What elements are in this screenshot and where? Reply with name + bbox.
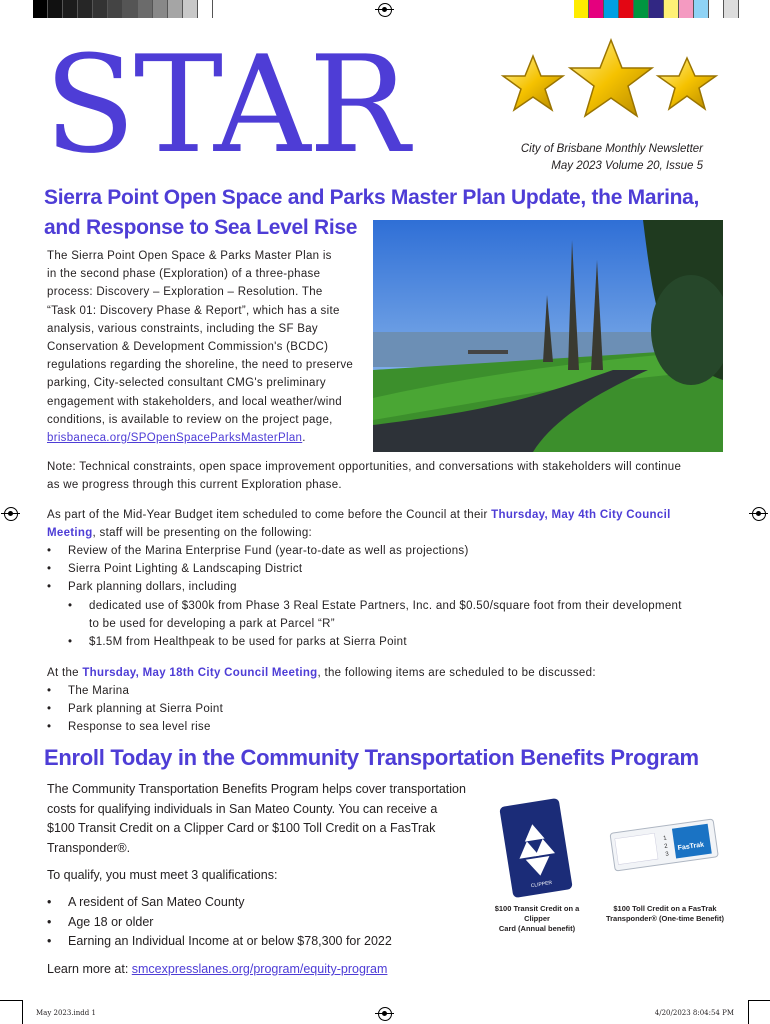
registration-mark-bottom bbox=[378, 1007, 392, 1021]
qualify-heading: To qualify, you must meet 3 qualifications: bbox=[47, 868, 278, 882]
budget-items-list bbox=[47, 542, 737, 597]
list-item: • Response to sea level rise bbox=[47, 718, 737, 736]
stars-logo bbox=[497, 38, 725, 134]
article-title-transportation: Enroll Today in the Community Transportation Benefits Program bbox=[44, 745, 699, 770]
crop-mark bbox=[0, 1000, 22, 1001]
qualifications-list bbox=[47, 893, 487, 952]
may18-items-list bbox=[47, 682, 737, 737]
list-item: • dedicated use of $300k from Phase 3 Real Estate Partners, Inc. and $0.50/square foot from their development to be used for developing a park at Parcel “R” bbox=[47, 597, 737, 633]
sierra-point-photo bbox=[373, 220, 723, 452]
star-left-icon bbox=[503, 56, 563, 110]
registration-mark-left bbox=[4, 507, 18, 521]
article-title-sierra-point: Sierra Point Open Space and Parks Master Plan Update, the Marina, and Response to Sea Level Rise bbox=[44, 186, 700, 239]
master-plan-link[interactable]: brisbaneca.org/SPOpenSpaceParksMasterPlan bbox=[47, 432, 303, 445]
process-color-bar bbox=[574, 0, 739, 18]
list-item: • Earning an Individual Income at or below $78,300 for 2022 bbox=[47, 932, 487, 952]
may4-meeting-highlight: Thursday, May 4th City Council bbox=[491, 509, 671, 521]
star-right-icon bbox=[658, 58, 716, 109]
article2-intro: The Community Transportation Benefits Program helps cover transportation costs for qualifying individuals in San Mateo County. You can receive a $100 Transit Credit on a Clipper Card or $100 Toll Credit on a FasTrak Transponder®. bbox=[47, 782, 466, 855]
article1-note: Note: Technical constraints, open space improvement opportunities, and conversations with stakeholders will continue as we progress through this current Exploration phase. bbox=[47, 461, 682, 492]
list-item: • Park planning at Sierra Point bbox=[47, 700, 737, 718]
registration-mark-right bbox=[752, 507, 766, 521]
fastrak-transponder-image bbox=[608, 814, 720, 874]
clipper-card-label: CLIPPER bbox=[530, 879, 553, 890]
list-item: • Review of the Marina Enterprise Fund (year-to-date as well as projections) bbox=[47, 542, 737, 560]
article1-budget-paragraph: As part of the Mid-Year Budget item scheduled to come before the Council at their Thursday, May 4th City Council Meeting, staff will be presenting on the following: bbox=[47, 509, 671, 540]
fastrak-caption: $100 Toll Credit on a FasTrak Transponder® (One-time Benefit) bbox=[605, 904, 725, 923]
list-item: • Age 18 or older bbox=[47, 913, 487, 933]
newsletter-subtitle: City of Brisbane Monthly Newsletter bbox=[520, 143, 703, 155]
learn-more-line: Learn more at: smcexpresslanes.org/program/equity-program bbox=[47, 962, 388, 976]
gray-color-bar bbox=[33, 0, 213, 18]
list-item: • $1.5M from Healthpeak to be used for parks at Sierra Point bbox=[47, 633, 737, 651]
clipper-card-image bbox=[498, 796, 574, 900]
svg-text:1: 1 bbox=[662, 835, 668, 843]
registration-mark-top bbox=[378, 3, 392, 17]
footer-timestamp: 4/20/2023 8:04:54 PM bbox=[654, 1009, 734, 1017]
crop-mark bbox=[22, 1000, 23, 1024]
svg-text:3: 3 bbox=[665, 851, 670, 858]
newsletter-masthead: STAR bbox=[44, 27, 408, 183]
crop-mark bbox=[748, 1000, 749, 1024]
star-center-icon bbox=[570, 40, 652, 116]
article1-intro: The Sierra Point Open Space & Parks Master Plan is in the second phase (Exploration) of a three-phase process: Discovery – Exploration – Resolution. The “Task 01: Discovery Phase & Report”, which has a site analysis, various constraints, including the SF Bay Conservation & Development Commission's (BCDC) regulations regarding the shoreline, the need to preserve parking, City-selected consultant CMG's preliminary engagement with stakeholders, and local weather/wind conditions, is available to review on the project page, brisbaneca.org/SPOpenSpaceParksMasterPlan. bbox=[47, 250, 354, 445]
newsletter-issue: May 2023 Volume 20, Issue 5 bbox=[551, 160, 703, 172]
clipper-caption: $100 Transit Credit on a Clipper Card (Annual benefit) bbox=[494, 904, 580, 933]
svg-text:2: 2 bbox=[664, 843, 669, 850]
list-item: • The Marina bbox=[47, 682, 737, 700]
fastrak-label: FasTrak bbox=[677, 841, 705, 853]
equity-program-link[interactable]: smcexpresslanes.org/program/equity-program bbox=[131, 962, 388, 976]
crop-mark bbox=[748, 1000, 770, 1001]
park-dollars-sublist bbox=[47, 597, 737, 652]
list-item: • Park planning dollars, including bbox=[47, 578, 737, 596]
footer-file-slug: May 2023.indd 1 bbox=[36, 1009, 96, 1017]
list-item: • Sierra Point Lighting & Landscaping District bbox=[47, 560, 737, 578]
list-item: • A resident of San Mateo County bbox=[47, 893, 487, 913]
article1-may18-paragraph: At the Thursday, May 18th City Council Meeting, the following items are scheduled to be discussed: bbox=[47, 667, 596, 679]
may18-meeting-highlight: Thursday, May 18th City Council Meeting bbox=[82, 667, 318, 679]
